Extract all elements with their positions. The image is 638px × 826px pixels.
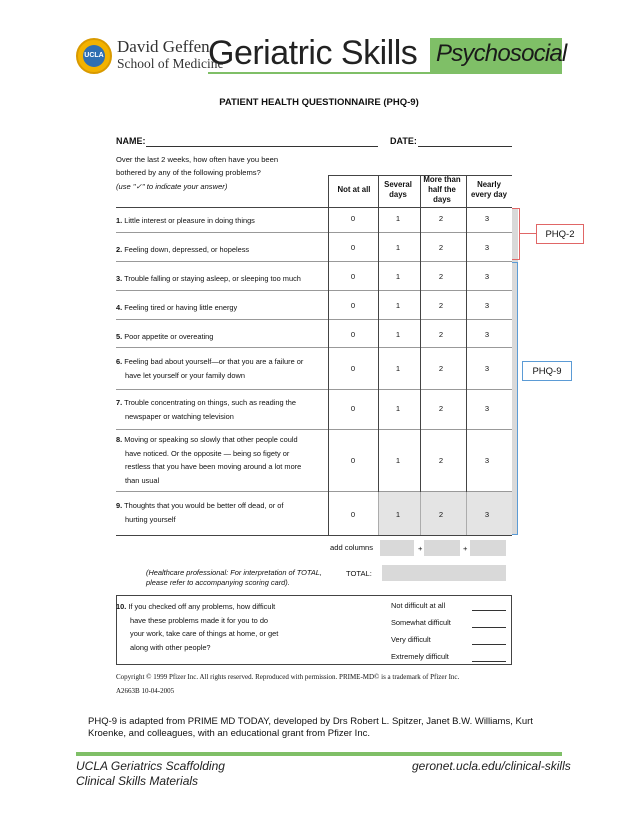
table-rule xyxy=(116,319,512,320)
copyright-text: Copyright © 1999 Pfizer Inc. All rights reserved. Reproduced with permission. PRIME-MD© is a trademark of Pfizer Inc. xyxy=(116,673,460,681)
score-cell-q9-1[interactable]: 1 xyxy=(395,510,401,519)
score-cell-q5-0[interactable]: 0 xyxy=(350,330,356,339)
q10-option-very: Very difficult xyxy=(391,635,431,644)
score-cell-q9-0[interactable]: 0 xyxy=(350,510,356,519)
score-cell-q7-2[interactable]: 2 xyxy=(438,404,444,413)
score-cell-q4-1[interactable]: 1 xyxy=(395,301,401,310)
q10-option-extremely: Extremely difficult xyxy=(391,652,449,661)
question-5: 5. Poor appetite or overeating xyxy=(116,332,214,341)
school-subtitle: School of Medicine xyxy=(117,56,224,71)
score-cell-q1-3[interactable]: 3 xyxy=(484,214,490,223)
phq2-bracket xyxy=(512,208,520,260)
score-cell-q1-1[interactable]: 1 xyxy=(395,214,401,223)
footer-rule xyxy=(76,752,562,756)
score-cell-q2-3[interactable]: 3 xyxy=(484,243,490,252)
score-cell-q2-1[interactable]: 1 xyxy=(395,243,401,252)
score-cell-q8-2[interactable]: 2 xyxy=(438,456,444,465)
score-cell-q6-0[interactable]: 0 xyxy=(350,364,356,373)
phq2-label: PHQ-2 xyxy=(536,224,584,244)
healthcare-professional-note: (Healthcare professional: For interpretation of TOTAL, please refer to accompanying scoring card). xyxy=(146,568,322,587)
school-name: David Geffen xyxy=(117,37,210,56)
column-header-more-than-half: More than half the days xyxy=(423,175,461,204)
logo-text: UCLA xyxy=(83,45,105,67)
phq9-label: PHQ-9 xyxy=(522,361,572,381)
sum-nearly-every-day-field[interactable] xyxy=(470,540,506,556)
table-rule xyxy=(116,389,512,390)
q10-answer-line[interactable] xyxy=(472,627,506,628)
score-cell-q7-1[interactable]: 1 xyxy=(395,404,401,413)
q10-answer-line[interactable] xyxy=(472,661,506,662)
total-label: TOTAL: xyxy=(346,569,372,578)
form-code: A2663B 10-04-2005 xyxy=(116,687,175,695)
column-header-several-days: Several days xyxy=(384,180,412,199)
score-cell-q3-1[interactable]: 1 xyxy=(395,272,401,281)
score-cell-q8-1[interactable]: 1 xyxy=(395,456,401,465)
header-title: Geriatric Skills xyxy=(208,34,418,72)
q10-answer-line[interactable] xyxy=(472,610,506,611)
table-rule xyxy=(116,232,512,233)
question-8: 8. Moving or speaking so slowly that other people could have noticed. Or the opposite — being so figety or restless that you have been moving around a lot more than usual xyxy=(116,435,302,485)
score-cell-q1-0[interactable]: 0 xyxy=(350,214,356,223)
question-9: 9. Thoughts that you would be better off dead, or of hurting yourself xyxy=(116,501,284,524)
question-2: 2. Feeling down, depressed, or hopeless xyxy=(116,245,250,254)
score-cell-q8-0[interactable]: 0 xyxy=(350,456,356,465)
score-cell-q2-0[interactable]: 0 xyxy=(350,243,356,252)
header-rule xyxy=(208,72,562,74)
name-field[interactable] xyxy=(146,146,378,147)
phq9-bracket xyxy=(512,262,518,535)
intro-line-1: Over the last 2 weeks, how often have you been xyxy=(116,155,279,164)
score-cell-q3-3[interactable]: 3 xyxy=(484,272,490,281)
adaptation-note: PHQ-9 is adapted from PRIME MD TODAY, developed by Drs Robert L. Spitzer, Janet B.W. Williams, Kurt Kroenke, and colleagues, with an educational grant from Pfizer Inc. xyxy=(88,716,533,739)
sum-several-days-field[interactable] xyxy=(380,540,414,556)
score-cell-q5-1[interactable]: 1 xyxy=(395,330,401,339)
intro-line-2: bothered by any of the following problems? xyxy=(116,168,261,177)
score-cell-q5-3[interactable]: 3 xyxy=(484,330,490,339)
question-4: 4. Feeling tired or having little energy xyxy=(116,303,238,312)
document-title: PATIENT HEALTH QUESTIONNAIRE (PHQ-9) xyxy=(219,97,419,108)
sum-more-than-half-field[interactable] xyxy=(424,540,460,556)
table-rule xyxy=(116,347,512,348)
table-divider xyxy=(420,175,421,535)
plus-sign: + xyxy=(418,544,423,553)
score-cell-q6-3[interactable]: 3 xyxy=(484,364,490,373)
question-3: 3. Trouble falling or staying asleep, or sleeping too much xyxy=(116,274,301,283)
score-cell-q7-3[interactable]: 3 xyxy=(484,404,490,413)
score-cell-q1-2[interactable]: 2 xyxy=(438,214,444,223)
score-cell-q4-2[interactable]: 2 xyxy=(438,301,444,310)
total-field[interactable] xyxy=(382,565,506,581)
table-rule xyxy=(116,261,512,262)
score-cell-q9-3[interactable]: 3 xyxy=(484,510,490,519)
question-7: 7. Trouble concentrating on things, such as reading the newspaper or watching television xyxy=(116,398,296,421)
q10-answer-line[interactable] xyxy=(472,644,506,645)
table-divider xyxy=(328,175,329,535)
table-divider xyxy=(378,175,379,535)
table-rule xyxy=(116,535,512,536)
score-cell-q7-0[interactable]: 0 xyxy=(350,404,356,413)
score-cell-q5-2[interactable]: 2 xyxy=(438,330,444,339)
plus-sign: + xyxy=(463,544,468,553)
score-cell-q8-3[interactable]: 3 xyxy=(484,456,490,465)
column-header-nearly-every-day: Nearly every day xyxy=(471,180,507,199)
score-cell-q4-3[interactable]: 3 xyxy=(484,301,490,310)
ucla-seal-logo xyxy=(76,38,112,74)
table-rule xyxy=(116,207,512,208)
add-columns-label: add columns xyxy=(330,543,374,552)
column-header-not-at-all: Not at all xyxy=(337,185,371,194)
table-rule xyxy=(328,175,512,176)
score-cell-q2-2[interactable]: 2 xyxy=(438,243,444,252)
phq2-connector xyxy=(520,233,536,234)
q10-option-somewhat: Somewhat difficult xyxy=(391,618,451,627)
table-rule xyxy=(116,429,512,430)
date-label: DATE: xyxy=(390,136,417,146)
date-field[interactable] xyxy=(418,146,512,147)
score-cell-q3-2[interactable]: 2 xyxy=(438,272,444,281)
q10-option-not-difficult: Not difficult at all xyxy=(391,601,446,610)
score-cell-q6-1[interactable]: 1 xyxy=(395,364,401,373)
table-divider xyxy=(466,175,467,535)
question-6: 6. Feeling bad about yourself—or that you are a failure or have let yourself or your family down xyxy=(116,357,304,380)
score-cell-q3-0[interactable]: 0 xyxy=(350,272,356,281)
category-label: Psychosocial xyxy=(436,40,567,67)
score-cell-q4-0[interactable]: 0 xyxy=(350,301,356,310)
intro-line-3: (use "✓" to indicate your answer) xyxy=(116,182,228,191)
question-10: 10. If you checked off any problems, how difficult have these problems made it for you to do your work, take care of things at home, or get along with other people? xyxy=(116,602,279,652)
table-rule xyxy=(116,290,512,291)
name-label: NAME: xyxy=(116,136,146,146)
footer-url[interactable]: geronet.ucla.edu/clinical-skills xyxy=(412,759,571,773)
footer-left: UCLA Geriatrics Scaffolding Clinical Skills Materials xyxy=(76,759,225,788)
score-cell-q9-2[interactable]: 2 xyxy=(438,510,444,519)
score-cell-q6-2[interactable]: 2 xyxy=(438,364,444,373)
question-1: 1. Little interest or pleasure in doing things xyxy=(116,216,255,225)
